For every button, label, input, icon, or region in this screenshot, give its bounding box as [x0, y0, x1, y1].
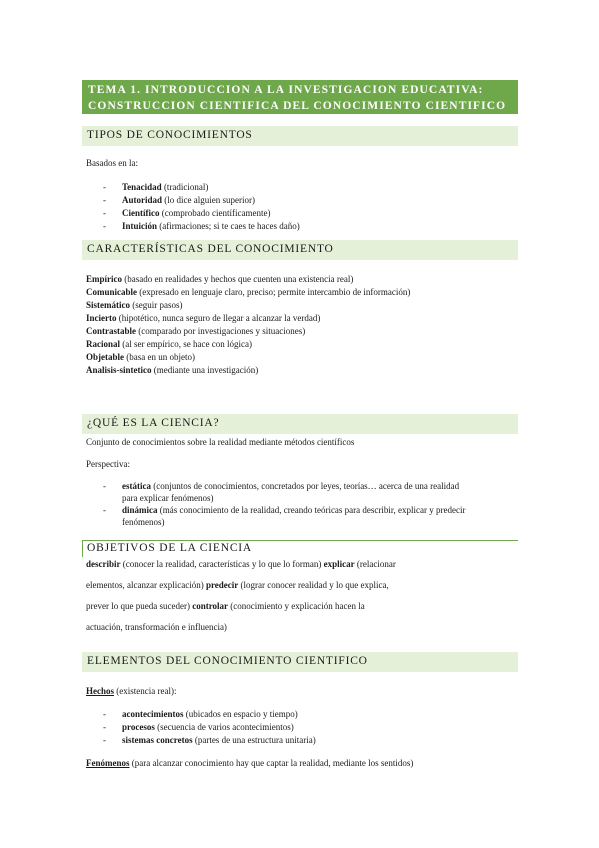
section-heading-ciencia: ¿QUÉ ES LA CIENCIA? — [82, 414, 518, 434]
bullet-dash: - — [103, 208, 106, 218]
tipos-intro: Basados en la: — [86, 158, 138, 168]
section-heading-caracteristicas: CARACTERÍSTICAS DEL CONOCIMIENTO — [82, 240, 518, 260]
caracteristica-item: Racional (al ser empírico, se hace con lógica) — [86, 339, 252, 349]
document-title — [82, 80, 518, 114]
ciencia-perspectiva: Perspectiva: — [86, 459, 130, 469]
fenomenos-line: Fenómenos (para alcanzar conocimiento hay que captar la realidad, mediante los sentidos) — [86, 758, 414, 768]
hechos-item: sistemas concretos (partes de una estructura unitaria) — [122, 735, 316, 745]
hechos-line: Hechos (existencia real): — [86, 686, 177, 696]
caracteristica-item: Analisis-sintetico (mediante una investigación) — [86, 365, 259, 375]
perspectiva-item-cont: fenómenos) — [122, 517, 165, 527]
tipos-item: Tenacidad (tradicional) — [122, 182, 209, 192]
tipos-item: Autoridad (lo dice alguien superior) — [122, 195, 255, 205]
tipos-item: Científico (comprobado científicamente) — [122, 208, 271, 218]
objetivos-line: actuación, transformación e influencia) — [86, 622, 227, 632]
bullet-dash: - — [103, 505, 106, 515]
bullet-dash: - — [103, 735, 106, 745]
bullet-dash: - — [103, 195, 106, 205]
hechos-item: acontecimientos (ubicados en espacio y tiempo) — [122, 709, 298, 719]
bullet-dash: - — [103, 182, 106, 192]
caracteristica-item: Contrastable (comparado por investigaciones y situaciones) — [86, 326, 306, 336]
title-line-1: TEMA 1. INTRODUCCION A LA INVESTIGACION EDUCATIVA: — [88, 84, 484, 96]
bullet-dash: - — [103, 722, 106, 732]
perspectiva-item-cont: para explicar fenómenos) — [122, 493, 214, 503]
hechos-item: procesos (secuencia de varios acontecimientos) — [122, 722, 294, 732]
bullet-dash: - — [103, 481, 106, 491]
title-line-2: CONSTRUCCION CIENTIFICA DEL CONOCIMIENTO CIENTIFICO — [88, 100, 507, 112]
bullet-dash: - — [103, 221, 106, 231]
perspectiva-item: dinámica (más conocimiento de la realidad, creando teóricas para describir, explicar y predecir — [122, 505, 466, 515]
tipos-item: Intuición (afirmaciones; si te caes te haces daño) — [122, 221, 300, 231]
caracteristica-item: Incierto (hipotético, nunca seguro de llegar a alcanzar la verdad) — [86, 313, 321, 323]
caracteristica-item: Sistemático (seguir pasos) — [86, 300, 183, 310]
objetivos-line: prever lo que pueda suceder) controlar (conocimiento y explicación hacen la — [86, 601, 365, 611]
bullet-dash: - — [103, 709, 106, 719]
objetivos-line: describir (conocer la realidad, características y lo que lo forman) explicar (relacionar — [86, 559, 396, 569]
perspectiva-item: estática (conjuntos de conocimientos, concretados por leyes, teorías… acerca de una realidad — [122, 481, 460, 491]
section-heading-objetivos: OBJETIVOS DE LA CIENCIA — [82, 541, 518, 557]
section-heading-elementos: ELEMENTOS DEL CONOCIMIENTO CIENTIFICO — [82, 652, 518, 672]
objetivos-line: elementos, alcanzar explicación) predecir (lograr conocer realidad y lo que explica, — [86, 580, 389, 590]
caracteristica-item: Comunicable (expresado en lenguaje claro, preciso; permite intercambio de información) — [86, 287, 411, 297]
ciencia-definition: Conjunto de conocimientos sobre la realidad mediante métodos científicos — [86, 437, 355, 447]
caracteristica-item: Empírico (basado en realidades y hechos que cuenten una existencia real) — [86, 274, 354, 284]
section-heading-tipos: TIPOS DE CONOCIMIENTOS — [82, 126, 518, 146]
caracteristica-item: Objetable (basa en un objeto) — [86, 352, 195, 362]
